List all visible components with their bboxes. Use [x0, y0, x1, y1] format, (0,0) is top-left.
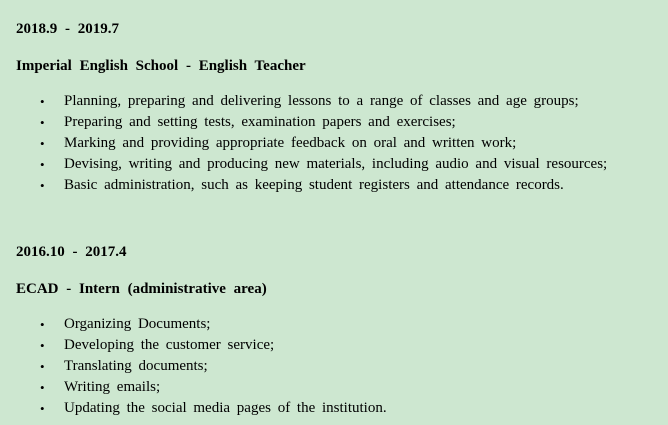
- duty-text: Translating documents;: [64, 358, 208, 374]
- list-item: [16, 175, 668, 196]
- duty-text: Preparing and setting tests, examination papers and exercises;: [64, 114, 456, 130]
- duty-text: Devising, writing and producing new materials, including audio and visual resources;: [64, 156, 608, 172]
- duty-text: Planning, preparing and delivering lessons to a range of classes and age groups;: [64, 93, 579, 109]
- date-range: 2018.9 - 2019.7: [16, 21, 119, 37]
- duty-text: Marking and providing appropriate feedback on oral and written work;: [64, 135, 517, 151]
- job-title: ECAD - Intern (administrative area): [16, 281, 267, 297]
- duty-text: Writing emails;: [64, 379, 161, 395]
- list-item: [16, 314, 668, 335]
- bullet-icon: •: [40, 359, 45, 374]
- bullet-icon: •: [40, 136, 45, 151]
- experience-entry: [16, 20, 668, 196]
- bullet-icon: •: [40, 401, 45, 416]
- list-item: [16, 377, 668, 398]
- bullet-icon: •: [40, 157, 45, 172]
- experience-entry: [16, 243, 668, 419]
- list-item: [16, 133, 668, 154]
- bullet-icon: •: [40, 338, 45, 353]
- bullet-icon: •: [40, 317, 45, 332]
- list-item: [16, 91, 668, 112]
- duties-list: [16, 314, 668, 419]
- list-item: [16, 112, 668, 133]
- bullet-icon: •: [40, 380, 45, 395]
- bullet-icon: •: [40, 94, 45, 109]
- duty-text: Organizing Documents;: [64, 316, 211, 332]
- duties-list: [16, 91, 668, 196]
- list-item: [16, 356, 668, 377]
- duty-text: Updating the social media pages of the institution.: [64, 400, 387, 416]
- list-item: [16, 154, 668, 175]
- bullet-icon: •: [40, 115, 45, 130]
- job-title: Imperial English School - English Teacher: [16, 58, 306, 74]
- duty-text: Basic administration, such as keeping student registers and attendance records.: [64, 177, 564, 193]
- duty-text: Developing the customer service;: [64, 337, 275, 353]
- date-range: 2016.10 - 2017.4: [16, 244, 127, 260]
- bullet-icon: •: [40, 178, 45, 193]
- list-item: [16, 335, 668, 356]
- list-item: [16, 398, 668, 419]
